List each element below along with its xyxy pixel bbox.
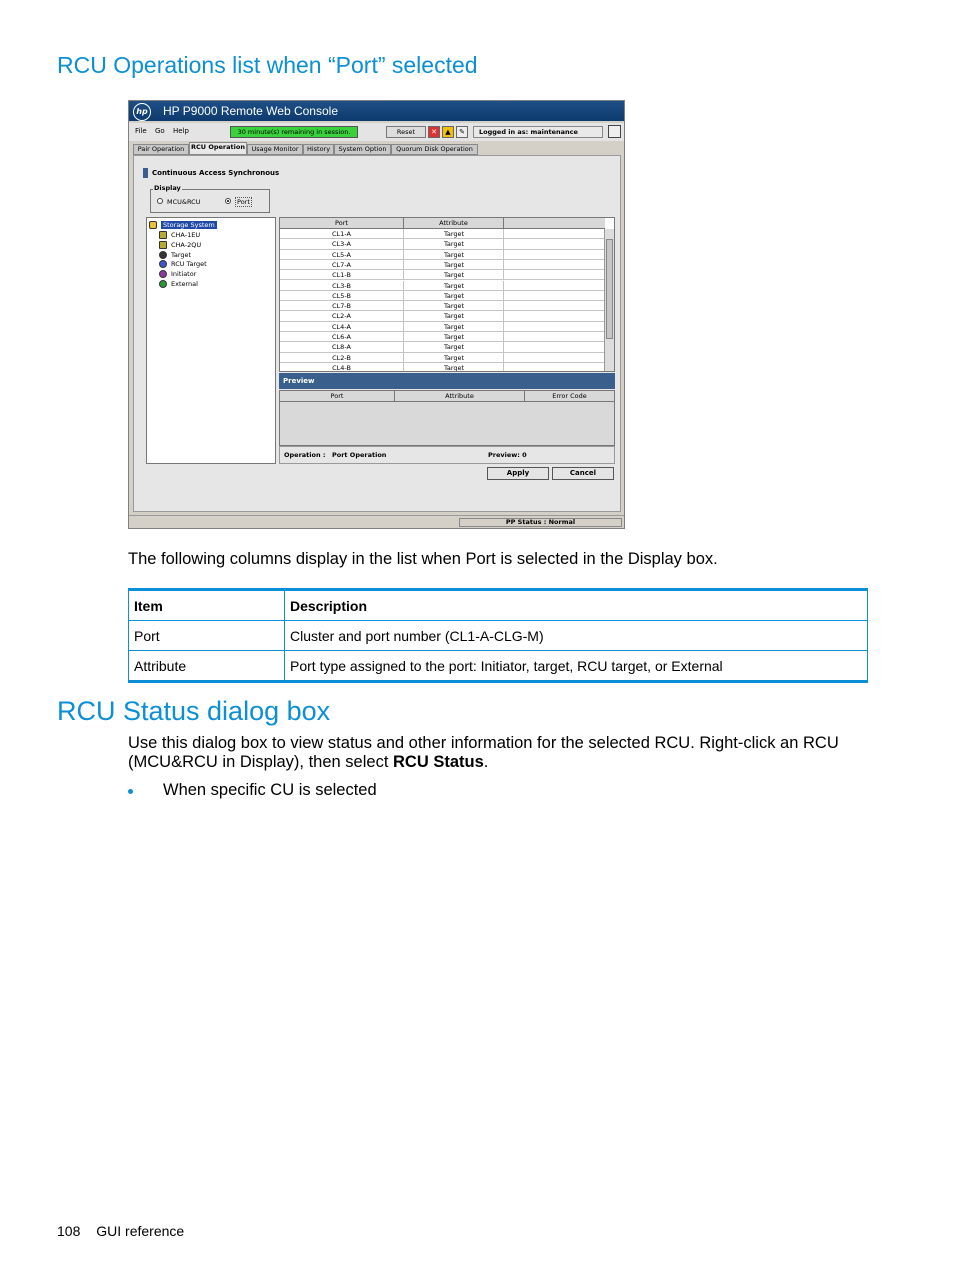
preview-list [279,390,615,446]
table-header-description: Description [285,590,868,621]
mode-title: Continuous Access Synchronous [152,169,280,177]
window-button-icon[interactable] [608,125,621,138]
list-row[interactable] [280,363,605,372]
body-text-start: Use this dialog box to view status and other information for the selected RCU. Right-click an RCU (MCU&RCU in Display), then select [128,734,839,771]
menu-bar [129,123,624,141]
preview-count: Preview: 0 [488,451,527,459]
intro-text: The following columns display in the list when Port is selected in the Display box. [128,550,718,568]
list-cell-blank [503,301,606,311]
list-cell-blank [503,260,606,270]
radio-port-label: Port [237,198,250,206]
list-cell-attribute: Target [403,270,504,280]
window-titlebar [129,101,624,121]
list-cell-blank [503,239,606,249]
rcu-target-icon [159,260,167,268]
initiator-icon [159,270,167,278]
preview-bar: Preview [279,373,615,389]
adapter-icon [159,241,167,249]
pp-status: PP Status : Normal [459,518,622,527]
list-row[interactable] [280,301,605,311]
list-cell-attribute: Target [403,322,504,332]
list-cell-blank [503,332,606,342]
list-scrollbar[interactable] [604,229,614,372]
list-cell-port: CL1-B [332,271,351,280]
tab-usage-monitor[interactable]: Usage Monitor [247,144,303,155]
list-cell-port: CL8-A [332,343,351,352]
list-row[interactable] [280,281,605,291]
bullet-icon [128,789,133,794]
display-box [150,184,270,213]
operation-value: Port Operation [332,451,387,459]
tab-system-option[interactable]: System Option [334,144,391,155]
footer-section: GUI reference [96,1223,185,1239]
list-row[interactable] [280,322,605,332]
list-cell-port: CL6-A [332,333,351,341]
window-title: HP P9000 Remote Web Console [163,104,338,118]
list-row[interactable] [280,342,605,352]
column-header-attribute[interactable]: Attribute [403,218,503,229]
stop-icon[interactable]: ✕ [428,126,440,138]
list-cell-attribute: Target [403,363,504,372]
list-cell-port: CL4-A [332,322,351,331]
list-cell-attribute: Target [403,342,504,352]
bullet-text: When specific CU is selected [163,781,377,799]
column-header-blank[interactable] [503,218,605,229]
radio-mcu-rcu[interactable] [157,198,163,204]
tab-history[interactable]: History [303,144,334,155]
list-cell-port: CL4-B [332,363,351,372]
operation-label: Operation : [284,451,326,459]
cancel-button[interactable]: Cancel [552,467,614,480]
list-cell-attribute: Target [403,311,504,321]
table-cell-description: Port type assigned to the port: Initiator, target, RCU target, or External [285,651,868,682]
list-cell-blank [503,322,606,332]
list-cell-attribute: Target [403,250,504,260]
radio-mcu-rcu-label: MCU&RCU [167,198,201,206]
list-cell-port: CL7-A [332,260,351,269]
target-icon [159,251,167,259]
adapter-icon [159,231,167,239]
hp-logo: hp [133,103,151,121]
columns-table [128,588,868,683]
list-cell-blank [503,363,606,372]
page-number: 108 [57,1223,81,1239]
logged-in-status: Logged in as: maintenance [473,126,603,138]
tab-pair-operation[interactable]: Pair Operation [133,144,189,155]
list-cell-port: CL3-B [332,281,351,290]
list-cell-attribute: Target [403,301,504,311]
radio-port[interactable] [225,198,231,204]
mode-icon [143,168,148,178]
list-row[interactable] [280,239,605,249]
scrollbar-thumb[interactable] [606,239,613,339]
list-cell-port: CL7-B [332,302,351,311]
list-cell-attribute: Target [403,332,504,342]
list-cell-port: CL2-B [332,353,351,362]
tab-quorum-disk-operation[interactable]: Quorum Disk Operation [391,144,478,155]
table-header-item: Item [129,590,285,621]
table-cell-item: Attribute [129,651,285,682]
list-row[interactable] [280,353,605,363]
tab-rcu-operation[interactable]: RCU Operation [189,142,247,155]
column-header-port[interactable]: Port [280,218,403,229]
list-cell-blank [503,342,606,352]
list-cell-port: CL5-B [332,291,351,300]
menu-go[interactable]: Go [155,127,165,135]
section-heading: RCU Operations list when “Port” selected [57,52,478,78]
table-cell-description: Cluster and port number (CL1-A-CLG-M) [285,621,868,651]
list-cell-attribute: Target [403,239,504,249]
reset-button[interactable]: Reset [386,126,426,138]
table-cell-item: Port [129,621,285,651]
list-cell-attribute: Target [403,281,504,291]
list-cell-blank [503,281,606,291]
table-header-row [129,590,868,621]
operation-bar [279,446,615,464]
list-cell-attribute: Target [403,229,504,239]
menu-file[interactable]: File [135,127,147,135]
list-cell-port: CL2-A [332,312,351,321]
list-row[interactable] [280,250,605,260]
list-cell-attribute: Target [403,353,504,363]
preview-header-error-code[interactable]: Error Code [524,391,614,402]
session-timer: 30 minute(s) remaining in session. [230,126,358,138]
port-list [279,217,615,372]
body-paragraph [128,734,868,772]
tree-panel: Storage System CHA-1EU CHA-2QU Target RCU Target Initiator External [146,217,276,464]
rwc-screenshot [128,100,625,529]
display-legend: Display [154,184,181,192]
list-row[interactable] [280,291,605,301]
list-cell-blank [503,270,606,280]
list-cell-blank [503,311,606,321]
preview-header-port[interactable]: Port [280,391,394,402]
preview-header-attribute[interactable]: Attribute [394,391,524,402]
list-row[interactable] [280,260,605,270]
apply-button[interactable]: Apply [487,467,549,480]
list-cell-port: CL5-A [332,250,351,259]
body-text-bold: RCU Status [392,753,484,771]
main-heading: RCU Status dialog box [57,696,331,726]
list-cell-blank [503,250,606,260]
list-row[interactable] [280,229,605,239]
list-cell-blank [503,291,606,301]
list-cell-blank [503,229,606,239]
list-cell-port: CL1-A [332,230,351,238]
folder-icon [149,221,157,229]
table-row [129,621,868,651]
list-row[interactable] [280,270,605,280]
edit-icon[interactable]: ✎ [456,126,468,138]
list-row[interactable] [280,332,605,342]
menu-help[interactable]: Help [173,127,189,135]
list-cell-attribute: Target [403,260,504,270]
body-text-end: . [483,753,489,771]
table-row [129,651,868,682]
list-cell-attribute: Target [403,291,504,301]
content-panel [133,155,621,512]
page-footer [57,1223,196,1239]
list-row[interactable] [280,311,605,321]
list-cell-port: CL3-A [332,240,351,249]
status-bar [129,515,624,529]
external-icon [159,280,167,288]
list-cell-blank [503,353,606,363]
lock-icon[interactable]: ▲ [442,126,454,138]
